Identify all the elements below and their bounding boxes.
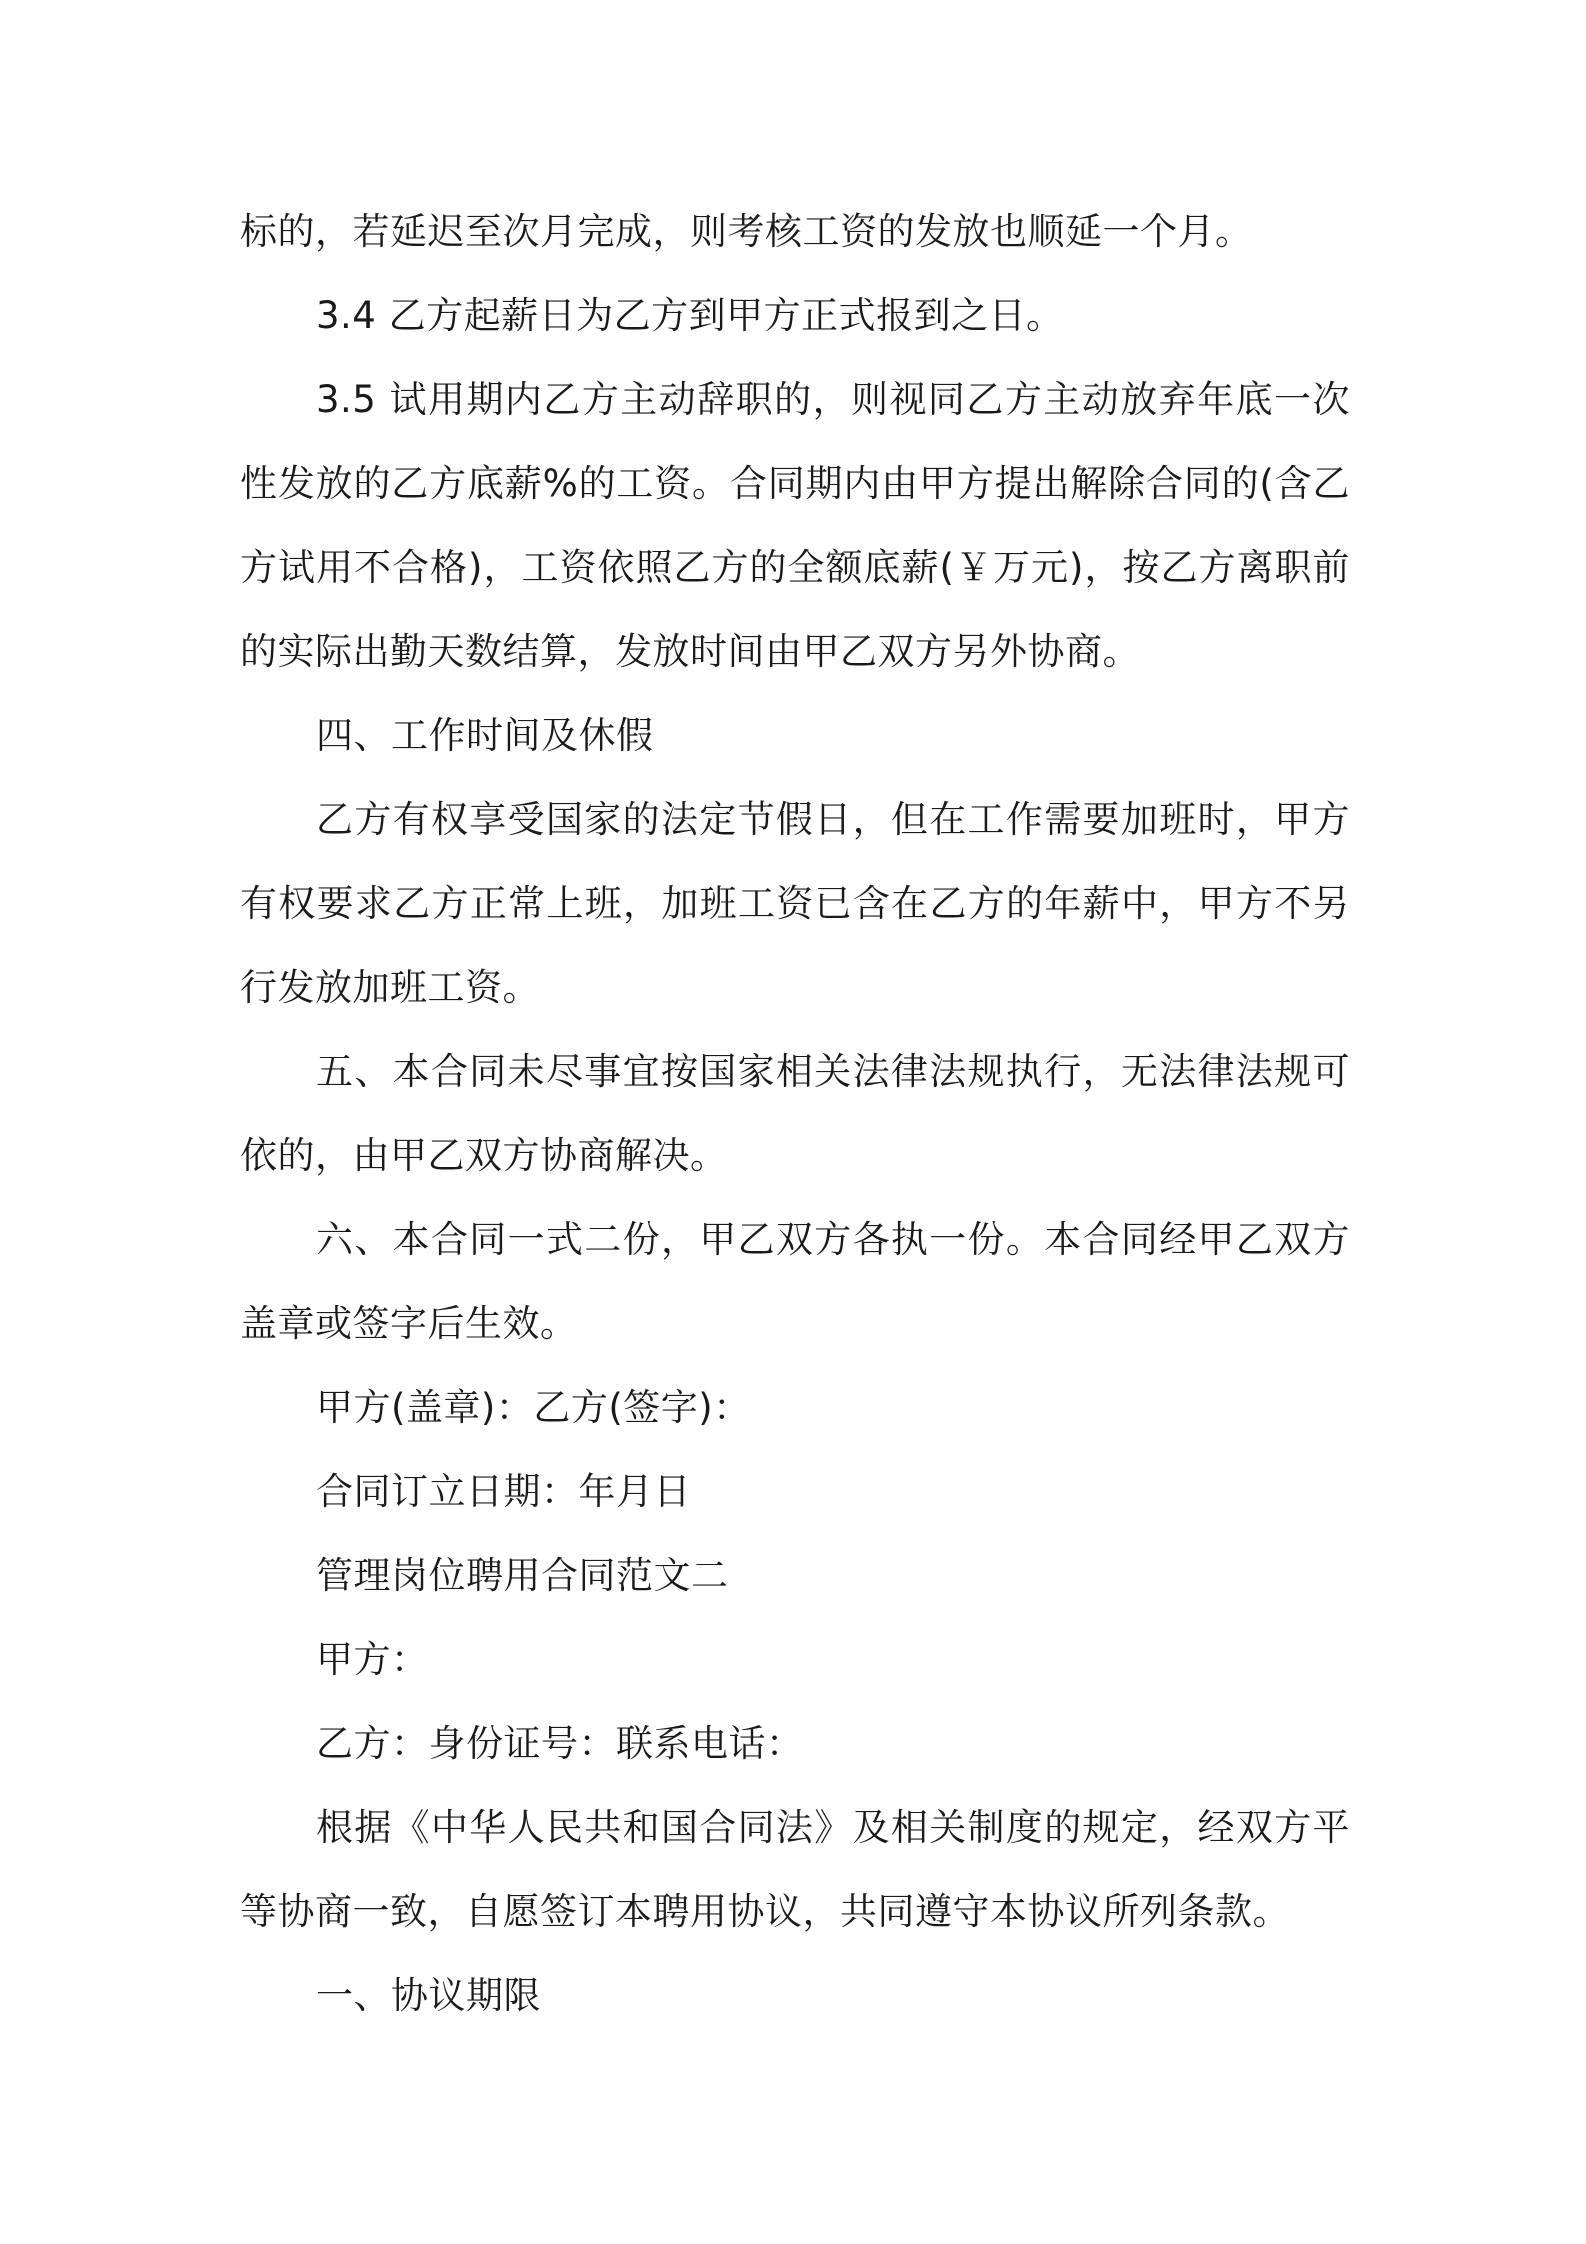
template-two-title: 管理岗位聘用合同范文二 xyxy=(316,1554,729,1597)
contract-date-line: 合同订立日期：年月日 xyxy=(316,1470,691,1513)
party-b-line: 乙方：身份证号：联系电话： xyxy=(316,1722,804,1765)
paragraph-holidays: 乙方有权享受国家的法定节假日，但在工作需要加班时，甲方有权要求乙方正常上班，加班工资已含在乙方的年薪中，甲方不另行发放加班工资。 xyxy=(240,798,1350,1009)
paragraph-section-6: 六、本合同一式二份，甲乙双方各执一份。本合同经甲乙双方盖章或签字后生效。 xyxy=(240,1218,1350,1345)
paragraph-3-5: 3.5 试用期内乙方主动辞职的，则视同乙方主动放弃年底一次性发放的乙方底薪%的工资。合同期内由甲方提出解除合同的(含乙方试用不合格)，工资依照乙方的全额底薪(￥万元)，按乙方离职前的实际出勤天数结算，发放时间由甲乙双方另外协商。 xyxy=(240,378,1350,673)
paragraph-salary-delay: 标的，若延迟至次月完成，则考核工资的发放也顺延一个月。 xyxy=(240,210,1253,253)
signature-line: 甲方(盖章)：乙方(签字)： xyxy=(316,1386,751,1429)
heading-agreement-term: 一、协议期限 xyxy=(316,1974,541,2017)
paragraph-preamble: 根据《中华人民共和国合同法》及相关制度的规定，经双方平等协商一致，自愿签订本聘用协议，共同遵守本协议所列条款。 xyxy=(240,1806,1350,1933)
heading-work-time: 四、工作时间及休假 xyxy=(316,714,654,757)
paragraph-3-4: 3.4 乙方起薪日为乙方到甲方正式报到之日。 xyxy=(316,294,1064,337)
document-body xyxy=(240,190,1350,2038)
paragraph-section-5: 五、本合同未尽事宜按国家相关法律法规执行，无法律法规可依的，由甲乙双方协商解决。 xyxy=(240,1050,1350,1177)
party-a-line: 甲方： xyxy=(316,1638,429,1681)
